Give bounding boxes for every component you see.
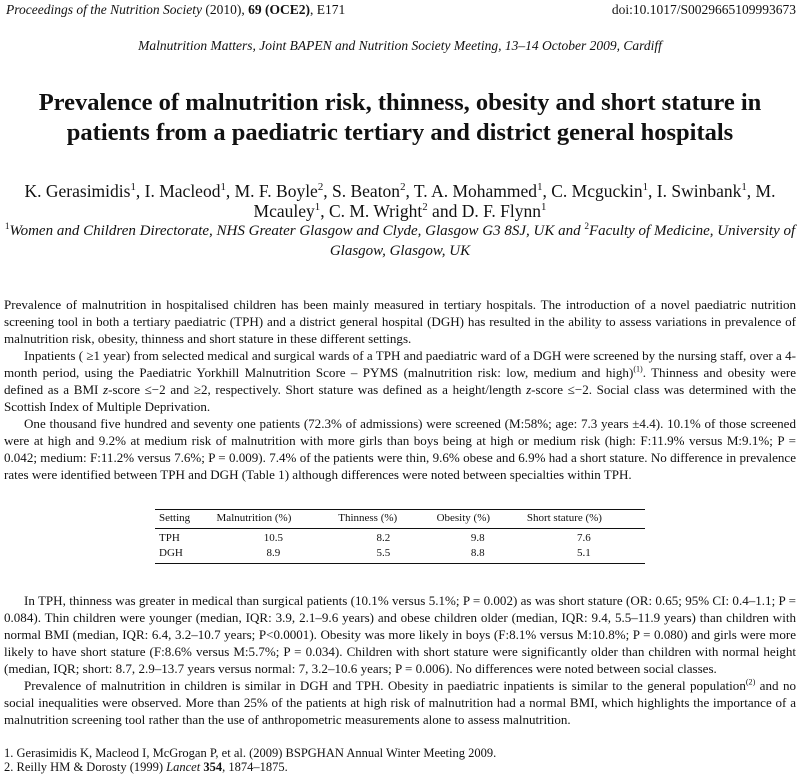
author-list bbox=[10, 181, 790, 221]
reference-volume: 354 bbox=[200, 760, 223, 774]
table-row bbox=[155, 546, 645, 564]
affiliation-mark: 2 bbox=[317, 181, 324, 194]
author-name: , S. Beaton bbox=[323, 181, 401, 201]
methods-text: -score ≤−2. Social class was determined with the Scottish Index of Multiple Deprivation. bbox=[4, 382, 796, 414]
conclusion-text: and no social inequalities were observed. More than 25% of the patients at high risk of malnutrition had a normal BMI, which highlights the importance of a malnutrition screening tool rather than the use of anthropometric measurements alone to assess malnutrition. bbox=[4, 678, 796, 727]
table-cell: TPH bbox=[159, 532, 180, 544]
table-cell: 10.5 bbox=[263, 532, 283, 544]
author-name: , M. Mcauley bbox=[253, 181, 776, 221]
paragraph-tph: In TPH, thinness was greater in medical than surgical patients (10.1% versus 5.1%; P = 0.002) as was short stature (OR: 0.65; 95% CI: 0.4–1.1; P = 0.084). Thin children were younger (median, IQR: 3.9, 2.1–9.6 years) and obese children older (median, IQR: 9.4, 5.5–11.9 years) than children with normal BMI (median, IQR: 6.4, 3.2–10.7 years; P<0.0001). Obesity was more likely in boys (F:8.1% versus M:10.8%; P = 0.080) and girls were more likely to have short stature (F:8.6% versus M:5.7%; P = 0.034). Children with short stature were significantly older than children with normal height (median, IQR; short: 8.7, 2.9–13.7 years versus normal: 7, 3.2–10.6 years; P = 0.006). No differences were noted between social classes. bbox=[4, 593, 796, 676]
table-cell: 5.5 bbox=[334, 546, 432, 564]
affiliations bbox=[4, 221, 796, 261]
conclusion-text: Prevalence of malnutrition in children is similar in DGH and TPH. Obesity in paediatric inpatients is similar to the general population bbox=[24, 678, 746, 693]
affiliation-mark: 1 bbox=[537, 181, 543, 194]
table-cell: 7.6 bbox=[577, 532, 591, 544]
methods-italic: z bbox=[526, 382, 532, 397]
methods-text: . Thinness and obesity were defined as a BMI bbox=[4, 365, 796, 397]
table-header: Malnutrition (%) bbox=[213, 510, 335, 529]
affiliation-mark: 1 bbox=[541, 201, 547, 214]
citation-ref[interactable]: (1) bbox=[633, 364, 643, 374]
author-name: , I. Macleod bbox=[135, 181, 221, 201]
table-row bbox=[155, 529, 645, 547]
results-table bbox=[155, 509, 645, 564]
author-name: K. Gerasimidis bbox=[24, 181, 131, 201]
author-name: , T. A. Mohammed bbox=[405, 181, 538, 201]
methods-italic: z bbox=[103, 382, 109, 397]
affiliation-mark: 2 bbox=[422, 201, 428, 214]
table-header: Short stature (%) bbox=[523, 510, 645, 529]
affiliation-mark: 1 bbox=[642, 181, 649, 194]
table-header: Obesity (%) bbox=[433, 510, 523, 529]
reference-item: 1. Gerasimidis K, Macleod I, McGrogan P, et al. (2009) BSPGHAN Annual Winter Meeting 2009. bbox=[4, 746, 497, 760]
abstract-body bbox=[4, 296, 796, 774]
affiliation-mark: 1 bbox=[220, 181, 226, 194]
affiliation-mark: 1 bbox=[130, 181, 136, 194]
affiliation-text: Women and Children Directorate, NHS Greater Glasgow and Clyde, Glasgow G3 8SJ, UK and bbox=[9, 223, 585, 239]
table-cell: DGH bbox=[155, 546, 213, 564]
table-header-row bbox=[155, 510, 645, 529]
methods-text: -score ≤−2 and ≥2, respectively. Short stature was defined as a height/length bbox=[108, 382, 527, 397]
paragraph-methods bbox=[4, 347, 796, 415]
reference-item bbox=[4, 760, 796, 774]
paragraph-conclusion bbox=[4, 677, 796, 728]
affiliation-mark: 2 bbox=[584, 222, 589, 232]
affiliation-mark: 1 bbox=[741, 181, 747, 194]
paragraph-intro: Prevalence of malnutrition in hospitalised children has been mainly measured in tertiary hospitals. The introduction of a novel paediatric nutrition screening tool in both a tertiary paediatric (TPH) and a district general hospital (DGH) has resulted in the ability to assess variations in prevalence of malnutrition risk, obesity, thinness and short stature in these different settings. bbox=[4, 297, 796, 346]
affiliation-mark: 1 bbox=[314, 201, 321, 214]
citation-ref[interactable]: (2) bbox=[745, 677, 756, 687]
reference-journal: Lancet bbox=[166, 760, 201, 774]
results-table-wrap bbox=[155, 509, 645, 564]
paragraph-results: One thousand five hundred and seventy one patients (72.3% of admissions) were screened (M:58%; age: 7.3 years ±4.4). 10.1% of those screened were at high and 9.2% at medium risk of malnutrition with more girls than boys being at high or medium risk (high: F:11.9% versus M:9.1%; P = 0.042; medium: F:11.2% versus 7.6%; P = 0.009). 7.4% of the patients were thin, 9.6% obese and 6.9% had a short stature. No difference in prevalence rates were identified between TPH and DGH (Table 1) although differences were noted between specialties within TPH. bbox=[4, 416, 796, 482]
table-cell: 8.8 bbox=[433, 546, 523, 564]
reference-text: 2. Reilly HM & Dorosty (1999) bbox=[4, 760, 167, 774]
doi[interactable]: doi:10.1017/S0029665109993673 bbox=[611, 2, 796, 17]
author-name: and D. F. Flynn bbox=[427, 201, 542, 221]
table-cell: 5.1 bbox=[523, 546, 645, 564]
table-cell: 8.9 bbox=[213, 546, 335, 564]
author-name: , I. Swinbank bbox=[648, 181, 742, 201]
journal-page: , E171 bbox=[309, 2, 346, 17]
author-name: , M. F. Boyle bbox=[225, 181, 318, 201]
paper-title: Prevalence of malnutrition risk, thinness, obesity and short stature in patients from a paediatric tertiary and district general hospitals bbox=[38, 89, 762, 146]
table-header: Setting bbox=[155, 510, 213, 529]
journal-name: Proceedings of the Nutrition Society bbox=[6, 2, 202, 17]
meeting-line: Malnutrition Matters, Joint BAPEN and Nutrition Society Meeting, 13–14 October 2009, Cardiff bbox=[138, 38, 662, 53]
author-name: , C. Mcguckin bbox=[542, 181, 643, 201]
methods-text: Inpatients ( ≥1 year) from selected medical and surgical wards of a TPH and paediatric ward of a DGH were screened by the nursing staff, over a 4-month period, using the Paediatric Yorkhill Malnutrition Score – PYMS (malnutrition risk: low, medium and high) bbox=[4, 348, 796, 380]
table-cell: 9.8 bbox=[470, 532, 485, 544]
reference-text: , 1874–1875. bbox=[222, 760, 288, 774]
affiliation-text: Faculty of Medicine, University of Glasgow, Glasgow, UK bbox=[329, 223, 796, 259]
author-name: , C. M. Wright bbox=[320, 201, 423, 221]
table-cell: 8.2 bbox=[376, 532, 391, 544]
journal-year: (2010), bbox=[201, 2, 249, 17]
journal-citation bbox=[6, 1, 345, 19]
journal-volume: 69 (OCE2) bbox=[248, 2, 310, 17]
affiliation-mark: 2 bbox=[400, 181, 406, 194]
references bbox=[4, 746, 796, 774]
table-header: Thinness (%) bbox=[334, 510, 432, 529]
affiliation-mark: 1 bbox=[4, 222, 10, 232]
